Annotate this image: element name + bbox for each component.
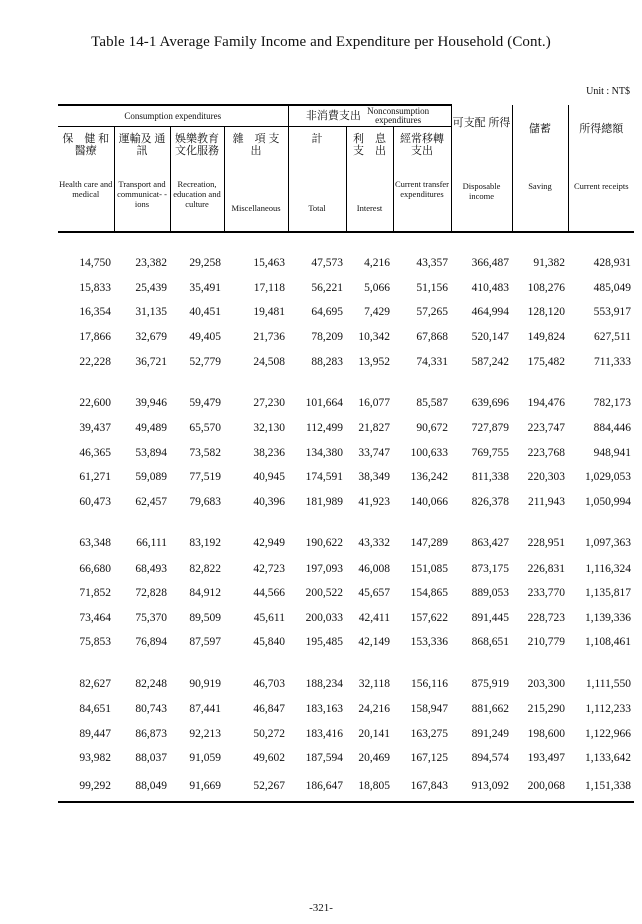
table-cell: 881,662 <box>471 703 509 716</box>
table-cell: 89,447 <box>79 727 111 740</box>
table-cell: 639,696 <box>471 396 509 409</box>
table-cell: 13,952 <box>358 355 390 368</box>
table-cell: 190,622 <box>305 537 343 550</box>
table-cell: 891,249 <box>471 727 509 740</box>
table-cell: 428,931 <box>593 257 631 270</box>
table-cell: 24,508 <box>253 355 285 368</box>
table-cell: 223,768 <box>527 446 565 459</box>
col-en: Current transfer expenditures <box>394 179 450 199</box>
table-cell: 134,380 <box>305 446 343 459</box>
table-cell: 200,068 <box>512 771 568 802</box>
table-cell: 65,570 <box>189 422 221 435</box>
table-cell: 4,216 <box>364 257 390 270</box>
table-cell: 228,723 <box>527 611 565 624</box>
table-cell: 99,292 <box>58 771 114 802</box>
table-cell: 32,130 <box>253 422 285 435</box>
table-row <box>58 581 634 606</box>
table-cell: 91,669 <box>170 771 224 802</box>
table-cell: 73,464 <box>79 611 111 624</box>
table-cell: 79,683 <box>189 496 221 509</box>
table-cell: 1,133,642 <box>585 752 631 765</box>
table-cell: 21,736 <box>253 331 285 344</box>
table-cell: 36,721 <box>135 355 167 368</box>
table-cell: 64,695 <box>311 306 343 319</box>
table-cell: 66,680 <box>79 562 111 575</box>
table-cell: 228,951 <box>527 537 565 550</box>
table-cell: 15,463 <box>253 257 285 270</box>
table-cell: 485,049 <box>593 281 631 294</box>
table-cell: 42,411 <box>358 611 390 624</box>
col-header-total <box>288 127 346 233</box>
table-cell: 35,491 <box>189 281 221 294</box>
table-cell: 42,949 <box>253 537 285 550</box>
col-header-current-transfer <box>393 127 451 233</box>
table-cell: 45,657 <box>358 587 390 600</box>
table-cell: 187,594 <box>305 752 343 765</box>
table-cell: 16,354 <box>79 306 111 319</box>
table-cell: 21,827 <box>358 422 390 435</box>
table-cell: 23,382 <box>135 257 167 270</box>
table-cell: 167,125 <box>410 752 448 765</box>
col-header-interest <box>346 127 393 233</box>
table-cell: 59,479 <box>189 396 221 409</box>
table-cell: 140,066 <box>410 496 448 509</box>
table-cell: 20,141 <box>358 727 390 740</box>
table-cell: 63,348 <box>79 537 111 550</box>
table-cell: 200,033 <box>305 611 343 624</box>
table-cell: 86,873 <box>135 727 167 740</box>
table-cell: 627,511 <box>594 331 631 344</box>
table-cell: 27,230 <box>253 396 285 409</box>
table-row <box>58 374 634 416</box>
table-cell: 57,265 <box>416 306 448 319</box>
table-cell: 157,622 <box>410 611 448 624</box>
table-cell: 188,234 <box>305 677 343 690</box>
table-cell: 74,331 <box>416 355 448 368</box>
table-cell: 41,923 <box>358 496 390 509</box>
table-cell: 7,429 <box>364 306 390 319</box>
table-cell: 175,482 <box>527 355 565 368</box>
table-cell: 211,943 <box>528 496 565 509</box>
table-cell: 868,651 <box>471 636 509 649</box>
table-cell: 18,805 <box>346 771 393 802</box>
col-en: Recreation, education and culture <box>173 179 221 209</box>
table-cell: 83,192 <box>189 537 221 550</box>
table-cell: 913,092 <box>451 771 512 802</box>
table-cell: 43,357 <box>416 257 448 270</box>
table-cell: 44,566 <box>253 587 285 600</box>
table-cell: 167,843 <box>393 771 451 802</box>
table-cell: 811,338 <box>472 471 509 484</box>
table-cell: 1,108,461 <box>585 636 631 649</box>
table-cell: 149,824 <box>527 331 565 344</box>
col-cn: 所得總額 <box>579 123 624 135</box>
table-cell: 17,866 <box>79 331 111 344</box>
table-cell: 220,303 <box>527 471 565 484</box>
table-cell: 71,852 <box>79 587 111 600</box>
table-row <box>58 490 634 515</box>
table-cell: 24,216 <box>358 703 390 716</box>
table-cell: 46,847 <box>253 703 285 716</box>
table-row <box>58 441 634 466</box>
table-cell: 1,122,966 <box>585 727 631 740</box>
table-cell: 210,779 <box>527 636 565 649</box>
table-cell: 183,416 <box>305 727 343 740</box>
table-cell: 22,600 <box>79 396 111 409</box>
table-cell: 193,497 <box>527 752 565 765</box>
table-cell: 769,755 <box>471 446 509 459</box>
col-header-saving <box>512 105 568 232</box>
col-en: Disposable income <box>462 181 501 201</box>
table-cell: 90,919 <box>189 677 221 690</box>
table-cell: 1,135,817 <box>585 587 631 600</box>
table-cell: 195,485 <box>305 636 343 649</box>
table-row <box>58 630 634 655</box>
table-cell: 52,779 <box>189 355 221 368</box>
table-cell: 84,912 <box>189 587 221 600</box>
table-cell: 52,267 <box>224 771 288 802</box>
table-row <box>58 606 634 631</box>
table-cell: 87,441 <box>189 703 221 716</box>
table-cell: 56,221 <box>311 281 343 294</box>
table-row <box>58 697 634 722</box>
col-en: Saving <box>528 181 552 191</box>
table-cell: 1,111,550 <box>585 677 631 690</box>
table-cell: 873,175 <box>471 562 509 575</box>
table-row <box>58 232 634 276</box>
col-en: Interest <box>356 203 383 213</box>
col-cn: 計 <box>311 133 323 145</box>
table-cell: 46,008 <box>358 562 390 575</box>
table-cell: 108,276 <box>527 281 565 294</box>
data-table <box>58 104 634 803</box>
table-cell: 464,994 <box>471 306 509 319</box>
table-cell: 136,242 <box>410 471 448 484</box>
col-cn: 經常移轉 支出 <box>400 133 444 157</box>
table-cell: 32,679 <box>135 331 167 344</box>
table-title: Table 14-1 Average Family Income and Expenditure per Household (Cont.) <box>91 34 551 50</box>
table-cell: 49,602 <box>253 752 285 765</box>
table-cell: 14,750 <box>79 257 111 270</box>
table-cell: 82,822 <box>189 562 221 575</box>
col-header-recreation <box>170 127 224 233</box>
table-cell: 39,946 <box>135 396 167 409</box>
table-cell: 183,163 <box>305 703 343 716</box>
table-cell: 186,647 <box>288 771 346 802</box>
table-cell: 1,112,233 <box>585 703 631 716</box>
table-cell: 82,627 <box>79 677 111 690</box>
table-row <box>58 556 634 581</box>
table-cell: 223,747 <box>527 422 565 435</box>
table-cell: 46,703 <box>253 677 285 690</box>
table-cell: 711,333 <box>594 355 631 368</box>
table-cell: 894,574 <box>471 752 509 765</box>
table-cell: 198,600 <box>527 727 565 740</box>
table-cell: 17,118 <box>253 281 285 294</box>
table-cell: 60,473 <box>79 496 111 509</box>
col-en: Total <box>308 203 326 213</box>
table-cell: 19,481 <box>253 306 285 319</box>
table-cell: 174,591 <box>305 471 343 484</box>
table-cell: 25,439 <box>135 281 167 294</box>
table-cell: 1,050,994 <box>585 496 631 509</box>
table-cell: 75,370 <box>135 611 167 624</box>
col-cn: 保 健 和醫療 <box>62 133 110 157</box>
table-row <box>58 349 634 374</box>
table-cell: 91,059 <box>189 752 221 765</box>
table-cell: 587,242 <box>471 355 509 368</box>
table-cell: 15,833 <box>79 281 111 294</box>
table-cell: 20,469 <box>358 752 390 765</box>
table-cell: 89,509 <box>189 611 221 624</box>
unit-label: Unit : NT$ <box>586 86 630 97</box>
table-cell: 51,156 <box>416 281 448 294</box>
page-number: -321- <box>309 902 333 914</box>
table-row <box>58 721 634 746</box>
table-cell: 215,290 <box>527 703 565 716</box>
col-header-disposable <box>451 105 512 232</box>
table-cell: 32,118 <box>358 677 390 690</box>
group-header-row <box>58 105 634 127</box>
table-cell: 45,840 <box>253 636 285 649</box>
table-cell: 151,085 <box>410 562 448 575</box>
table-cell: 5,066 <box>364 281 390 294</box>
table-cell: 38,349 <box>358 471 390 484</box>
table-cell: 75,853 <box>79 636 111 649</box>
table-cell: 410,483 <box>471 281 509 294</box>
table-cell: 1,151,338 <box>568 771 634 802</box>
col-en: Transport and communicat- -ions <box>117 179 167 209</box>
table-row <box>58 514 634 556</box>
table-cell: 100,633 <box>410 446 448 459</box>
table-cell: 1,097,363 <box>585 537 631 550</box>
table-cell: 85,587 <box>416 396 448 409</box>
table-cell: 948,941 <box>593 446 631 459</box>
table-cell: 92,213 <box>189 727 221 740</box>
col-header-transport <box>114 127 177 233</box>
table-cell: 42,149 <box>358 636 390 649</box>
table-cell: 45,611 <box>253 611 285 624</box>
table-cell: 68,493 <box>135 562 167 575</box>
table-cell: 40,451 <box>189 306 221 319</box>
table-cell: 87,597 <box>189 636 221 649</box>
col-cn: 運輸及 通 訊 <box>118 133 177 157</box>
table-cell: 40,945 <box>253 471 285 484</box>
consumption-group-header: Consumption expenditures <box>58 105 288 127</box>
table-cell: 200,522 <box>305 587 343 600</box>
table-row <box>58 655 634 697</box>
nonconsumption-cn: 非消費支出 <box>305 109 361 122</box>
table-cell: 826,378 <box>471 496 509 509</box>
table-cell: 40,396 <box>253 496 285 509</box>
table-cell: 78,209 <box>311 331 343 344</box>
table-cell: 67,868 <box>416 331 448 344</box>
col-cn: 儲蓄 <box>529 123 551 135</box>
col-header-miscellaneous <box>224 127 291 233</box>
table-cell: 181,989 <box>305 496 343 509</box>
table-cell: 88,037 <box>135 752 167 765</box>
table-cell: 1,139,336 <box>585 611 631 624</box>
table-cell: 88,049 <box>114 771 170 802</box>
table-cell: 782,173 <box>593 396 631 409</box>
table-cell: 154,865 <box>410 587 448 600</box>
table-cell: 49,405 <box>189 331 221 344</box>
table-cell: 22,228 <box>79 355 111 368</box>
table-cell: 16,077 <box>358 396 390 409</box>
table-cell: 62,457 <box>135 496 167 509</box>
table-cell: 727,879 <box>471 422 509 435</box>
table-cell: 84,651 <box>79 703 111 716</box>
table-cell: 46,365 <box>79 446 111 459</box>
table-cell: 90,672 <box>416 422 448 435</box>
table-cell: 889,053 <box>471 587 509 600</box>
table-cell: 553,917 <box>593 306 631 319</box>
table-cell: 203,300 <box>527 677 565 690</box>
table-row <box>58 276 634 301</box>
col-header-current-receipts <box>568 105 634 232</box>
col-en: Current receipts <box>573 181 629 191</box>
table-cell: 76,894 <box>135 636 167 649</box>
table-cell: 156,116 <box>411 677 448 690</box>
table-cell: 891,445 <box>471 611 509 624</box>
data-table-wrapper <box>58 104 634 803</box>
table-cell: 82,248 <box>135 677 167 690</box>
table-row <box>58 771 634 802</box>
table-cell: 80,743 <box>135 703 167 716</box>
table-cell: 39,437 <box>79 422 111 435</box>
col-en: Health care and medical <box>59 179 113 199</box>
table-row <box>58 325 634 350</box>
table-cell: 33,747 <box>358 446 390 459</box>
table-cell: 226,831 <box>527 562 565 575</box>
table-cell: 153,336 <box>410 636 448 649</box>
table-cell: 72,828 <box>135 587 167 600</box>
table-cell: 88,283 <box>311 355 343 368</box>
table-cell: 91,382 <box>533 257 565 270</box>
table-cell: 38,236 <box>253 446 285 459</box>
table-cell: 1,029,053 <box>585 471 631 484</box>
table-cell: 53,894 <box>135 446 167 459</box>
table-cell: 10,342 <box>358 331 390 344</box>
nonconsumption-en: Nonconsumption expenditures <box>367 106 430 126</box>
table-cell: 163,275 <box>410 727 448 740</box>
table-body <box>58 232 634 802</box>
table-cell: 93,982 <box>79 752 111 765</box>
col-cn: 可支配 所得 <box>452 117 511 129</box>
col-cn: 雜 項 支 出 <box>232 133 291 157</box>
table-cell: 194,476 <box>527 396 565 409</box>
table-cell: 73,582 <box>189 446 221 459</box>
table-cell: 875,919 <box>471 677 509 690</box>
col-cn: 利 息 支 出 <box>353 133 386 157</box>
table-row <box>58 465 634 490</box>
col-cn: 娛樂教育 文化服務 <box>175 133 219 157</box>
table-cell: 147,289 <box>410 537 448 550</box>
table-cell: 31,135 <box>135 306 167 319</box>
table-cell: 50,272 <box>253 727 285 740</box>
table-cell: 29,258 <box>189 257 221 270</box>
table-cell: 197,093 <box>305 562 343 575</box>
table-cell: 77,519 <box>189 471 221 484</box>
table-cell: 112,499 <box>306 422 343 435</box>
table-cell: 158,947 <box>410 703 448 716</box>
table-cell: 59,089 <box>135 471 167 484</box>
table-cell: 43,332 <box>358 537 390 550</box>
table-cell: 366,487 <box>471 257 509 270</box>
table-row <box>58 300 634 325</box>
nonconsumption-group-header <box>288 105 451 127</box>
table-cell: 61,271 <box>79 471 111 484</box>
table-cell: 101,664 <box>305 396 343 409</box>
table-cell: 47,573 <box>311 257 343 270</box>
table-cell: 233,770 <box>527 587 565 600</box>
table-cell: 42,723 <box>253 562 285 575</box>
table-cell: 863,427 <box>471 537 509 550</box>
table-row <box>58 416 634 441</box>
table-cell: 49,489 <box>135 422 167 435</box>
col-en: Miscellaneous <box>231 203 281 213</box>
col-header-health <box>58 127 114 233</box>
table-cell: 1,116,324 <box>585 562 631 575</box>
table-cell: 884,446 <box>593 422 631 435</box>
table-row <box>58 746 634 771</box>
table-cell: 66,111 <box>136 537 167 550</box>
table-cell: 520,147 <box>471 331 509 344</box>
table-cell: 128,120 <box>527 306 565 319</box>
